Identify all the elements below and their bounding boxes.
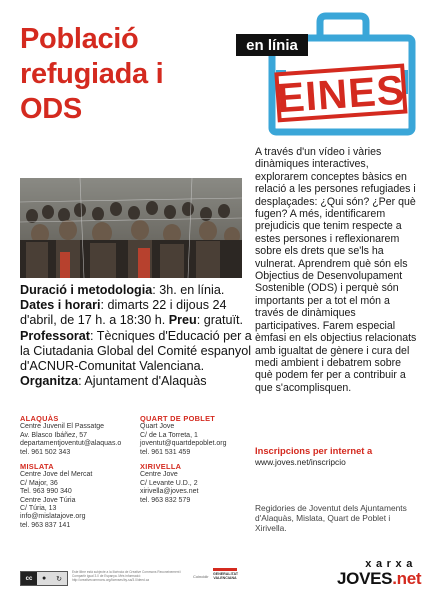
contact-line: Quart Jove [140, 423, 175, 431]
contact-email[interactable]: departamentjoventut@alaquas.o [20, 440, 122, 448]
cc-icon: cc [21, 572, 37, 585]
organizer-value: : Ajuntament d'Alaquàs [78, 374, 207, 389]
contact-line: C/ Levante U.D., 2 [140, 479, 198, 487]
contact-line: Centre Jove [140, 471, 178, 479]
contact-line: C/ Major, 36 [20, 479, 58, 487]
teacher-value: : Tècniques d'Educació per a la Ciutadania Global del Comité espanyol d'ACNUR-Comunitat Valenciana. [20, 328, 252, 374]
logo-word: EINES [275, 66, 407, 122]
contact-email[interactable]: xirivella@joves.net [140, 488, 199, 496]
contact-line: C/ Túria, 13 [20, 505, 57, 513]
page-title [20, 22, 235, 127]
footer-contacts-right [140, 415, 245, 511]
brand-suffix: .net [392, 569, 422, 588]
duration-value: : 3h. en línia. [152, 283, 225, 297]
contact-phone: tel. 961 531 459 [140, 448, 191, 456]
contact-phone: tel. 963 837 141 [20, 521, 71, 529]
contact-head: ALAQUÀS [20, 414, 59, 423]
contact-phone: Tel. 963 990 340 [20, 488, 72, 496]
generalitat-flag-icon [213, 568, 237, 571]
contact-head: QUART DE POBLET [140, 414, 216, 423]
title-line-1: Població [20, 23, 139, 55]
xarxa-joves-logo [337, 558, 422, 588]
inscriptions-link[interactable]: www.joves.net/inscripcio [255, 457, 346, 467]
logo-tag-text: en línia [246, 37, 298, 54]
title-line-3: ODS [20, 93, 82, 125]
brand-top: xarxa [365, 558, 417, 570]
brand-name-row [337, 569, 422, 588]
refugees-crowd-photo [20, 178, 242, 278]
by-icon: ● [41, 574, 47, 582]
contact-head: XIRIVELLA [140, 462, 182, 472]
dates-label: Dates i horari [20, 298, 101, 313]
creative-commons-badge [20, 571, 68, 586]
contact-mislata [20, 463, 125, 530]
contact-xirivella [140, 463, 245, 505]
contact-phone: tel. 961 502 343 [20, 448, 71, 456]
price-value: : gratuït. [196, 313, 243, 328]
inscriptions-block [255, 445, 420, 468]
contact-line: Centre Jove del Mercat [20, 471, 93, 479]
sponsor-name: GENERALITAT VALENCIANA [213, 572, 239, 581]
dates-value: : dimarts 22 i dijous 24 d'abril, de 17 h. a 18:30 h. [20, 298, 227, 328]
inscriptions-heading: Inscripcions per internet a [255, 445, 373, 456]
teacher-label: Professorat [20, 328, 90, 343]
contact-line: Centre Juvenil El Passatge [20, 423, 105, 431]
license-text: Este llibre està subjecte a la llicència de Creative Commons Reconeixement i Compartir igual 3.0 de Espanya. Més informació: http://creativecommons.org/licenses/by-sa/3.0/deed.ca [72, 570, 182, 583]
price-label: Preu [168, 313, 197, 328]
footer-contacts-left [20, 415, 125, 536]
contact-line: Av. Blasco Ibáñez, 57 [20, 431, 88, 439]
regidories-text: Regidories de Joventut dels Ajuntaments d'Alaquàs, Mislata, Quart de Poblet i Xirivella. [255, 503, 407, 534]
contact-line: C/ de La Torreta, 1 [140, 431, 198, 439]
contact-alaquas [20, 415, 125, 457]
sa-icon: ↻ [56, 575, 63, 583]
title-line-2: refugiada i [20, 58, 164, 90]
brand-name: JOVES [337, 569, 393, 588]
contact-email[interactable]: info@mislatajove.org [20, 513, 86, 521]
contact-head: MISLATA [20, 462, 54, 472]
sponsor-logo-generalitat [213, 568, 237, 580]
contact-email[interactable]: joventut@quartdepoblet.org [140, 440, 227, 448]
organizer-label: Organitza [20, 374, 79, 389]
eines-toolbox-logo [232, 8, 420, 140]
contact-line: Centre Jove Túria [20, 496, 76, 504]
contact-phone: tel. 963 832 579 [140, 496, 191, 504]
duration-label: Duració i metodologia [20, 283, 153, 297]
sponsor-logo-1: Coincidir [193, 574, 209, 579]
activity-description: A través d'un vídeo i vàries dinàmiques interactives, explorarem conceptes bàsics en relació a les persones refugiades i desplaçades: ¿Qui són? ¿Per què fugen? A més, identificarem prejudicis que tenim respecte a estes persones i reflexionarem sobre els drets que se'ls ha vulnerat. Aprendrem què són els Objectius de Desenvolupament Sostenible (ODS) i perquè són importants per a tot el món a través de dinàmiques participatives. Farem especial èmfasi en els objectius relacionats amb igualtat de gènere i cura del medi ambient i debatrem sobre què podem fer per a contribuir a que s'acomplisquen. [255, 146, 417, 394]
activity-details [20, 283, 252, 389]
contact-quart [140, 415, 245, 457]
